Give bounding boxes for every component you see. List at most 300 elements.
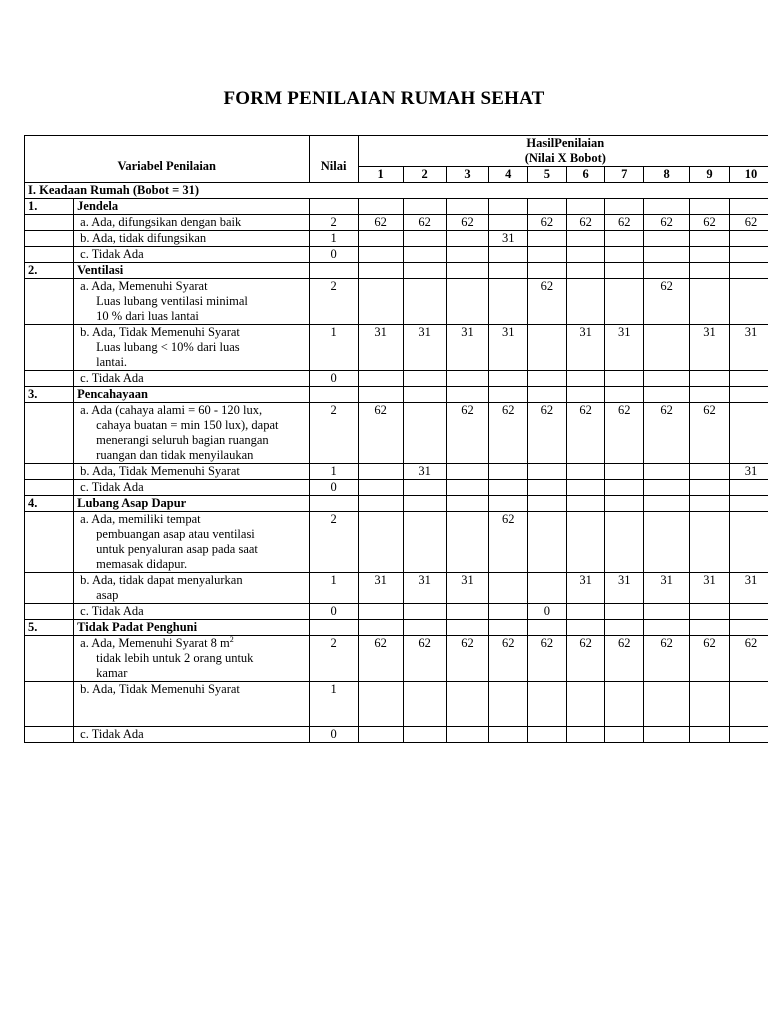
criteria-description <box>74 247 309 263</box>
score-cell <box>690 604 730 620</box>
empty-cell <box>489 263 528 279</box>
score-cell <box>489 604 528 620</box>
criteria-description <box>74 403 309 464</box>
score-cell: 31 <box>446 573 489 604</box>
score-cell <box>729 279 768 325</box>
row-number-blank <box>25 636 74 682</box>
table-row <box>25 480 768 496</box>
score-cell: 31 <box>403 573 446 604</box>
score-cell <box>528 727 567 743</box>
nilai-cell: 0 <box>309 247 358 263</box>
score-cell <box>566 279 605 325</box>
score-cell <box>528 231 567 247</box>
empty-cell <box>528 387 567 403</box>
criteria-line <box>80 604 305 619</box>
score-cell <box>489 682 528 727</box>
score-cell <box>566 480 605 496</box>
score-cell <box>403 480 446 496</box>
score-cell <box>358 371 403 387</box>
empty-cell <box>403 387 446 403</box>
score-cell <box>446 727 489 743</box>
score-cell <box>446 247 489 263</box>
criteria-text: c. Tidak Ada <box>80 247 144 261</box>
empty-cell <box>446 263 489 279</box>
score-cell <box>528 480 567 496</box>
empty-cell <box>690 387 730 403</box>
criteria-line <box>80 512 305 527</box>
criteria-line <box>80 340 305 355</box>
empty-cell <box>729 620 768 636</box>
criteria-text: b. Ada, tidak dapat menyalurkan <box>80 573 243 587</box>
score-cell: 62 <box>566 403 605 464</box>
empty-cell <box>566 263 605 279</box>
empty-cell <box>644 620 690 636</box>
row-number-blank <box>25 727 74 743</box>
score-cell <box>358 231 403 247</box>
score-cell <box>489 480 528 496</box>
empty-cell <box>528 263 567 279</box>
score-cell <box>566 371 605 387</box>
criteria-text: b. Ada, Tidak Memenuhi Syarat <box>80 464 240 478</box>
nilai-cell: 2 <box>309 279 358 325</box>
nilai-cell: 1 <box>309 573 358 604</box>
criteria-line <box>80 403 305 418</box>
score-cell: 31 <box>605 325 644 371</box>
score-cell <box>358 480 403 496</box>
criteria-line <box>80 215 305 230</box>
score-cell <box>358 279 403 325</box>
empty-cell <box>309 620 358 636</box>
criteria-description <box>74 636 309 682</box>
criteria-text: kamar <box>96 666 128 680</box>
group-number: 3. <box>25 387 74 403</box>
group-name: Ventilasi <box>74 263 309 279</box>
score-cell <box>403 231 446 247</box>
score-cell <box>690 512 730 573</box>
score-cell: 62 <box>528 279 567 325</box>
score-cell: 62 <box>566 215 605 231</box>
empty-cell <box>358 620 403 636</box>
criteria-text: a. Ada, memiliki tempat <box>80 512 201 526</box>
group-name: Jendela <box>74 199 309 215</box>
score-cell <box>605 231 644 247</box>
criteria-text: c. Tidak Ada <box>80 727 144 741</box>
nilai-cell: 2 <box>309 403 358 464</box>
group-header-row <box>25 496 768 512</box>
page-title: FORM PENILAIAN RUMAH SEHAT <box>223 88 545 109</box>
score-cell <box>605 727 644 743</box>
score-cell <box>403 682 446 727</box>
score-cell <box>605 604 644 620</box>
score-cell <box>358 727 403 743</box>
criteria-text: c. Tidak Ada <box>80 371 144 385</box>
table-row <box>25 464 768 480</box>
score-cell <box>358 464 403 480</box>
criteria-line <box>80 371 305 386</box>
score-cell <box>566 604 605 620</box>
table-row <box>25 512 768 573</box>
score-cell: 62 <box>489 403 528 464</box>
score-cell <box>690 480 730 496</box>
score-cell <box>729 231 768 247</box>
score-cell: 0 <box>528 604 567 620</box>
score-cell <box>528 325 567 371</box>
criteria-text: c. Tidak Ada <box>80 604 144 618</box>
score-cell <box>403 403 446 464</box>
empty-cell <box>566 199 605 215</box>
empty-cell <box>489 387 528 403</box>
nilai-cell: 1 <box>309 682 358 727</box>
criteria-text: a. Ada (cahaya alami = 60 - 120 lux, <box>80 403 263 417</box>
score-cell: 62 <box>358 215 403 231</box>
empty-cell <box>729 199 768 215</box>
criteria-line <box>80 682 305 697</box>
row-number-blank <box>25 279 74 325</box>
score-cell: 31 <box>729 464 768 480</box>
empty-cell <box>690 199 730 215</box>
row-number-blank <box>25 371 74 387</box>
group-name: Lubang Asap Dapur <box>74 496 309 512</box>
criteria-text: ruangan dan tidak menyilaukan <box>96 448 254 462</box>
score-cell <box>446 604 489 620</box>
criteria-line <box>80 325 305 340</box>
table-row <box>25 573 768 604</box>
table-row <box>25 727 768 743</box>
nilai-cell: 0 <box>309 604 358 620</box>
empty-cell <box>446 496 489 512</box>
empty-cell <box>729 496 768 512</box>
criteria-line <box>80 527 305 542</box>
score-cell: 31 <box>403 464 446 480</box>
empty-cell <box>446 199 489 215</box>
empty-cell <box>605 620 644 636</box>
empty-cell <box>644 387 690 403</box>
score-cell <box>729 604 768 620</box>
score-cell <box>489 371 528 387</box>
empty-cell <box>489 496 528 512</box>
criteria-text: b. Ada, tidak difungsikan <box>80 231 207 245</box>
score-cell: 31 <box>729 573 768 604</box>
empty-cell <box>358 387 403 403</box>
score-cell: 62 <box>729 215 768 231</box>
score-cell: 31 <box>358 325 403 371</box>
score-cell <box>446 682 489 727</box>
criteria-line <box>80 418 305 433</box>
score-cell <box>605 247 644 263</box>
score-cell <box>644 247 690 263</box>
score-cell <box>489 247 528 263</box>
score-cell: 31 <box>566 325 605 371</box>
score-cell: 62 <box>690 636 730 682</box>
row-number-blank <box>25 604 74 620</box>
row-number-blank <box>25 480 74 496</box>
score-cell: 62 <box>489 512 528 573</box>
score-cell: 62 <box>358 403 403 464</box>
empty-cell <box>690 496 730 512</box>
criteria-line <box>80 636 305 651</box>
score-cell <box>403 512 446 573</box>
score-cell <box>644 480 690 496</box>
score-cell <box>690 247 730 263</box>
score-cell <box>528 512 567 573</box>
row-number-blank <box>25 325 74 371</box>
score-cell: 62 <box>605 403 644 464</box>
criteria-description <box>74 215 309 231</box>
criteria-line <box>80 588 305 603</box>
score-cell <box>690 464 730 480</box>
score-cell: 62 <box>446 403 489 464</box>
score-cell <box>729 371 768 387</box>
score-cell <box>566 231 605 247</box>
group-number: 2. <box>25 263 74 279</box>
column-number: 10 <box>729 167 768 183</box>
criteria-text: b. Ada, Tidak Memenuhi Syarat <box>80 682 240 696</box>
empty-cell <box>358 496 403 512</box>
empty-cell <box>446 387 489 403</box>
column-number: 1 <box>358 167 403 183</box>
criteria-description <box>74 480 309 496</box>
row-number-blank <box>25 231 74 247</box>
score-cell: 62 <box>690 215 730 231</box>
table-row <box>25 636 768 682</box>
criteria-description <box>74 325 309 371</box>
criteria-description <box>74 464 309 480</box>
empty-cell <box>358 199 403 215</box>
score-cell <box>528 682 567 727</box>
score-cell <box>729 247 768 263</box>
column-number: 9 <box>690 167 730 183</box>
header-hasil-line1: HasilPenilaian <box>526 136 605 150</box>
criteria-text: b. Ada, Tidak Memenuhi Syarat <box>80 325 240 339</box>
score-cell <box>446 512 489 573</box>
empty-cell <box>605 496 644 512</box>
score-cell: 62 <box>358 636 403 682</box>
row-number-blank <box>25 682 74 727</box>
score-cell <box>690 682 730 727</box>
nilai-cell: 0 <box>309 371 358 387</box>
column-number: 4 <box>489 167 528 183</box>
row-number-blank <box>25 215 74 231</box>
score-cell <box>446 279 489 325</box>
criteria-line <box>80 355 305 370</box>
score-cell <box>605 279 644 325</box>
score-cell <box>605 371 644 387</box>
criteria-text: a. Ada, Memenuhi Syarat <box>80 279 208 293</box>
table-row <box>25 682 768 727</box>
header-hasil-line2: (Nilai X Bobot) <box>524 151 606 165</box>
nilai-cell: 1 <box>309 325 358 371</box>
criteria-line <box>80 651 305 666</box>
score-cell <box>446 464 489 480</box>
empty-cell <box>690 263 730 279</box>
score-cell <box>690 727 730 743</box>
nilai-cell: 1 <box>309 464 358 480</box>
score-cell <box>446 480 489 496</box>
criteria-line <box>80 480 305 495</box>
score-cell <box>566 512 605 573</box>
table-row <box>25 371 768 387</box>
empty-cell <box>566 387 605 403</box>
empty-cell <box>446 620 489 636</box>
empty-cell <box>690 620 730 636</box>
nilai-cell: 2 <box>309 512 358 573</box>
group-header-row <box>25 263 768 279</box>
group-number: 4. <box>25 496 74 512</box>
empty-cell <box>644 263 690 279</box>
score-cell: 62 <box>528 215 567 231</box>
criteria-description <box>74 727 309 743</box>
table-row <box>25 325 768 371</box>
score-cell: 62 <box>605 215 644 231</box>
score-cell <box>605 480 644 496</box>
nilai-cell: 2 <box>309 636 358 682</box>
criteria-description <box>74 512 309 573</box>
column-number: 8 <box>644 167 690 183</box>
score-cell: 31 <box>489 231 528 247</box>
criteria-line <box>80 433 305 448</box>
score-cell <box>729 403 768 464</box>
score-cell <box>644 464 690 480</box>
row-number-blank <box>25 573 74 604</box>
nilai-cell: 0 <box>309 480 358 496</box>
score-cell <box>566 464 605 480</box>
criteria-description <box>74 604 309 620</box>
group-name: Tidak Padat Penghuni <box>74 620 309 636</box>
score-cell: 62 <box>446 636 489 682</box>
score-cell: 31 <box>358 573 403 604</box>
table-row <box>25 403 768 464</box>
score-cell: 62 <box>566 636 605 682</box>
empty-cell <box>605 263 644 279</box>
empty-cell <box>566 620 605 636</box>
score-cell <box>644 727 690 743</box>
criteria-line <box>80 448 305 463</box>
criteria-line <box>80 247 305 262</box>
empty-cell <box>528 199 567 215</box>
score-cell: 62 <box>644 636 690 682</box>
score-cell: 31 <box>605 573 644 604</box>
table-row <box>25 215 768 231</box>
group-number: 5. <box>25 620 74 636</box>
score-cell <box>644 604 690 620</box>
score-cell: 31 <box>446 325 489 371</box>
empty-cell <box>489 199 528 215</box>
score-cell <box>489 573 528 604</box>
score-cell <box>729 727 768 743</box>
table-row <box>25 247 768 263</box>
empty-cell <box>729 263 768 279</box>
row-number-blank <box>25 464 74 480</box>
empty-cell <box>729 387 768 403</box>
score-cell <box>566 682 605 727</box>
score-cell <box>644 512 690 573</box>
score-cell: 62 <box>446 215 489 231</box>
score-cell: 31 <box>729 325 768 371</box>
empty-cell <box>644 496 690 512</box>
criteria-line <box>80 666 305 681</box>
empty-cell <box>309 387 358 403</box>
column-number: 6 <box>566 167 605 183</box>
empty-cell <box>528 620 567 636</box>
criteria-line <box>80 231 305 246</box>
score-cell <box>690 371 730 387</box>
score-cell <box>690 231 730 247</box>
score-cell <box>403 371 446 387</box>
empty-cell <box>309 496 358 512</box>
score-cell <box>489 279 528 325</box>
header-variabel: Variabel Penilaian <box>25 136 310 183</box>
empty-cell <box>605 199 644 215</box>
score-cell <box>358 247 403 263</box>
group-header-row <box>25 387 768 403</box>
empty-cell <box>605 387 644 403</box>
score-cell: 62 <box>644 403 690 464</box>
nilai-cell: 0 <box>309 727 358 743</box>
score-cell <box>403 279 446 325</box>
row-number-blank <box>25 247 74 263</box>
assessment-table <box>24 135 768 743</box>
score-cell: 62 <box>489 636 528 682</box>
score-cell <box>358 682 403 727</box>
score-cell <box>358 604 403 620</box>
criteria-text: c. Tidak Ada <box>80 480 144 494</box>
criteria-text: pembuangan asap atau ventilasi <box>96 527 255 541</box>
score-cell: 62 <box>403 215 446 231</box>
section-title: I. Keadaan Rumah (Bobot = 31) <box>25 183 768 199</box>
criteria-line <box>80 279 305 294</box>
empty-cell <box>403 199 446 215</box>
criteria-description <box>74 231 309 247</box>
column-number: 2 <box>403 167 446 183</box>
table-row <box>25 231 768 247</box>
criteria-text: cahaya buatan = min 150 lux), dapat <box>96 418 279 432</box>
criteria-text: Luas lubang ventilasi minimal <box>96 294 248 308</box>
score-cell <box>528 573 567 604</box>
criteria-text: asap <box>96 588 119 602</box>
empty-cell <box>403 263 446 279</box>
score-cell <box>644 371 690 387</box>
criteria-description <box>74 682 309 727</box>
empty-cell <box>566 496 605 512</box>
score-cell: 31 <box>489 325 528 371</box>
score-cell <box>644 231 690 247</box>
group-header-row <box>25 620 768 636</box>
column-number: 5 <box>528 167 567 183</box>
score-cell <box>489 464 528 480</box>
score-cell: 62 <box>528 636 567 682</box>
criteria-line <box>80 294 305 309</box>
score-cell <box>358 512 403 573</box>
criteria-text: a. Ada, Memenuhi Syarat 8 m <box>80 636 230 650</box>
criteria-line <box>80 727 305 742</box>
header-hasil <box>358 136 768 167</box>
score-cell: 62 <box>644 215 690 231</box>
criteria-line <box>80 573 305 588</box>
score-cell: 62 <box>644 279 690 325</box>
score-cell <box>566 727 605 743</box>
nilai-cell: 1 <box>309 231 358 247</box>
row-number-blank <box>25 512 74 573</box>
empty-cell <box>358 263 403 279</box>
score-cell: 31 <box>566 573 605 604</box>
score-cell: 31 <box>690 573 730 604</box>
score-cell <box>528 464 567 480</box>
score-cell: 62 <box>729 636 768 682</box>
score-cell <box>729 480 768 496</box>
criteria-text: 10 % dari luas lantai <box>96 309 199 323</box>
criteria-text: memasak didapur. <box>96 557 188 571</box>
score-cell <box>446 231 489 247</box>
